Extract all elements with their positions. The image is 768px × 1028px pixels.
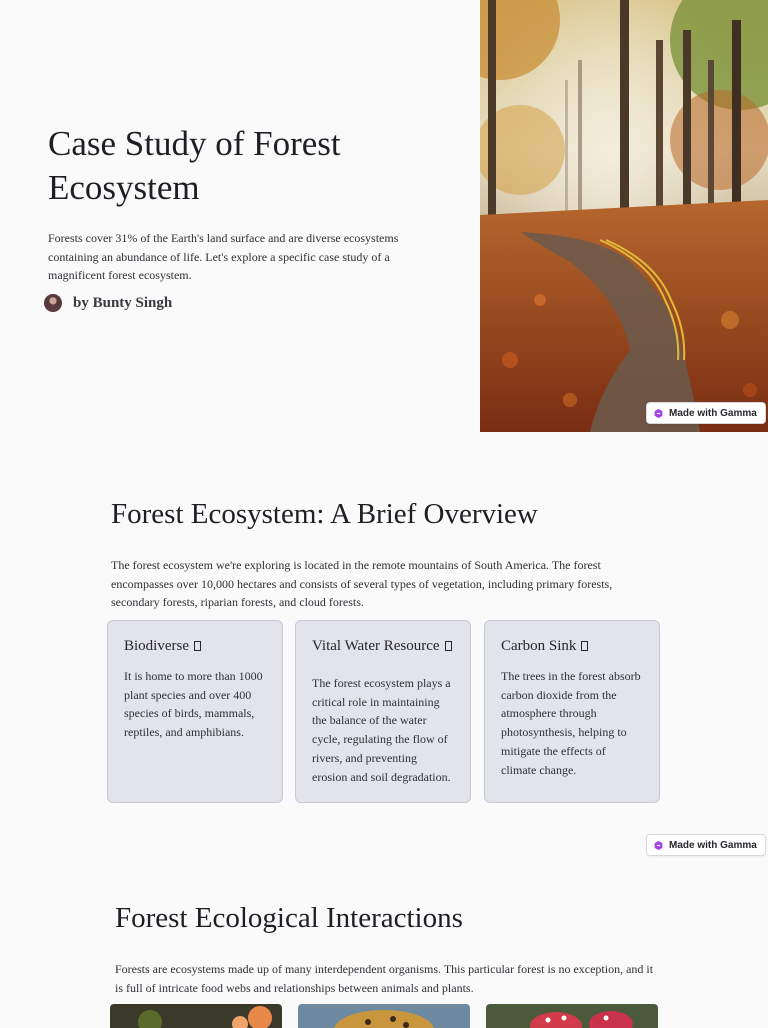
- card-title: Biodiverse: [124, 637, 266, 655]
- gamma-logo-icon: [654, 409, 663, 418]
- mushrooms-image: [486, 1004, 658, 1028]
- card-vital-water-resource: [295, 620, 471, 803]
- card-body: The trees in the forest absorb carbon dioxide from the atmosphere through photosynthesis, helping to mitigate the effects of climate change.: [501, 669, 641, 777]
- card-body: It is home to more than 1000 plant species and over 400 species of birds, mammals, reptiles, and amphibians.: [124, 669, 263, 740]
- made-with-gamma-badge[interactable]: [646, 834, 766, 856]
- missing-glyph-icon: [445, 641, 452, 651]
- overview-paragraph: The forest ecosystem we're exploring is located in the remote mountains of South America. The forest encompasses over 10,000 hectares and consists of several types of vegetation, including primary forests, secondary forests, riparian forests, and cloud forests.: [111, 558, 613, 609]
- missing-glyph-icon: [194, 641, 201, 651]
- flowers-image: [110, 1004, 282, 1028]
- forest-path-image: [480, 0, 768, 432]
- gamma-logo-icon: [654, 841, 663, 850]
- card-body: The forest ecosystem plays a critical role in maintaining the balance of the water cycle, regulating the flow of rivers, and preventing erosion and soil degradation.: [312, 676, 451, 784]
- hero-description: Forests cover 31% of the Earth's land surface and are diverse ecosystems containing an abundance of life. Let's explore a specific case study of a magnificent forest ecosystem.: [48, 231, 399, 282]
- badge-label: Made with Gamma: [669, 407, 757, 419]
- interactions-title: Forest Ecological Interactions: [115, 902, 463, 934]
- author-name: by Bunty Singh: [73, 294, 173, 311]
- badge-label: Made with Gamma: [669, 839, 757, 851]
- made-with-gamma-badge[interactable]: [646, 402, 766, 424]
- card-biodiverse: [107, 620, 283, 803]
- missing-glyph-icon: [581, 641, 588, 651]
- overview-title: Forest Ecosystem: A Brief Overview: [111, 498, 538, 530]
- avatar: [44, 294, 62, 312]
- card-title: Carbon Sink: [501, 637, 643, 655]
- interactions-paragraph: Forests are ecosystems made up of many interdependent organisms. This particular forest is no exception, and it is full of intricate food webs and relationships between animals and plants.: [115, 962, 654, 995]
- author-byline: [44, 294, 172, 312]
- card-title: Vital Water Resource: [312, 637, 454, 655]
- card-carbon-sink: [484, 620, 660, 803]
- hero-title: Case Study of Forest Ecosystem: [48, 124, 341, 207]
- jaguar-image: [298, 1004, 470, 1028]
